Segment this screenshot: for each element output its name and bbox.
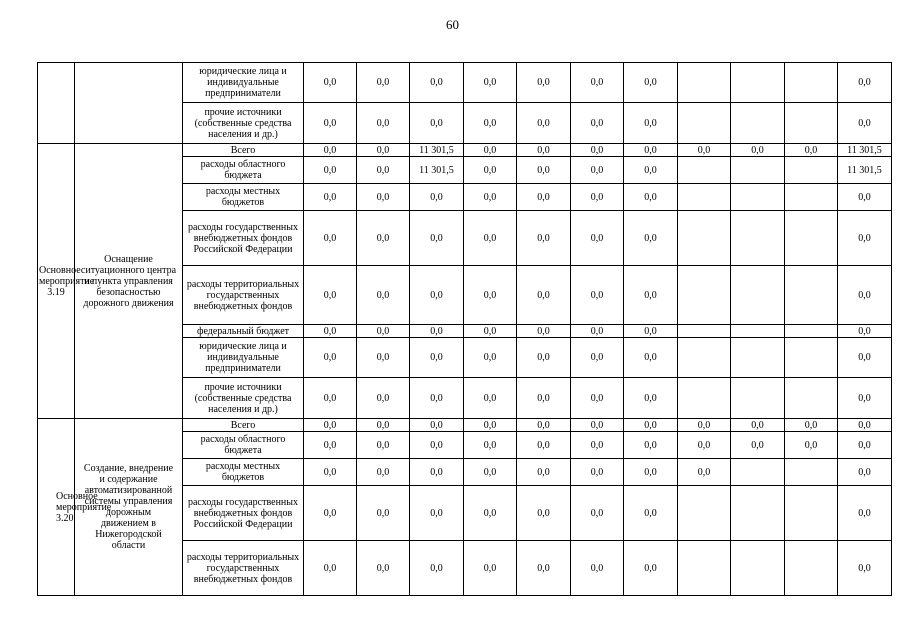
value-cell: 0,0 [304,378,357,419]
value-cell: 0,0 [464,419,517,432]
value-cell: 0,0 [357,325,410,338]
funding-source: прочие источники (собственные средства населения и др.) [183,378,304,419]
value-cell [785,157,838,184]
value-cell [731,486,785,541]
value-cell: 0,0 [571,63,624,103]
value-cell: 0,0 [304,432,357,459]
value-cell: 0,0 [517,157,571,184]
value-cell: 11 301,5 [410,144,464,157]
value-cell: 0,0 [517,63,571,103]
value-cell: 0,0 [838,541,892,596]
value-cell: 0,0 [517,144,571,157]
value-cell: 0,0 [304,266,357,325]
value-cell [731,325,785,338]
value-cell: 0,0 [571,432,624,459]
value-cell: 0,0 [571,486,624,541]
value-cell [678,325,731,338]
value-cell: 0,0 [304,459,357,486]
value-cell: 0,0 [464,459,517,486]
value-cell: 0,0 [357,541,410,596]
value-cell: 0,0 [357,432,410,459]
value-cell: 0,0 [838,103,892,144]
value-cell: 0,0 [357,419,410,432]
value-cell: 0,0 [571,378,624,419]
value-cell: 0,0 [304,338,357,378]
value-cell [731,157,785,184]
value-cell [678,211,731,266]
value-cell: 0,0 [410,211,464,266]
funding-source: расходы государственных внебюджетных фондов Российской Федерации [183,211,304,266]
value-cell [731,541,785,596]
value-cell: 0,0 [464,211,517,266]
value-cell: 0,0 [464,184,517,211]
value-cell: 0,0 [410,325,464,338]
value-cell [785,63,838,103]
value-cell: 0,0 [624,325,678,338]
value-cell: 0,0 [304,325,357,338]
value-cell: 0,0 [304,103,357,144]
value-cell: 0,0 [838,419,892,432]
value-cell: 11 301,5 [838,144,892,157]
value-cell: 0,0 [838,211,892,266]
value-cell: 0,0 [410,419,464,432]
value-cell: 0,0 [410,63,464,103]
value-cell: 0,0 [678,432,731,459]
value-cell: 0,0 [357,378,410,419]
value-cell: 0,0 [517,486,571,541]
value-cell: 0,0 [464,144,517,157]
value-cell: 0,0 [357,486,410,541]
value-cell [785,103,838,144]
value-cell: 0,0 [731,144,785,157]
value-cell: 0,0 [357,63,410,103]
funding-source: Всего [183,419,304,432]
value-cell: 0,0 [304,184,357,211]
value-cell: 0,0 [624,184,678,211]
funding-source: юридические лица и индивидуальные предприниматели [183,338,304,378]
value-cell: 0,0 [624,157,678,184]
value-cell: 0,0 [785,419,838,432]
value-cell: 0,0 [678,144,731,157]
funding-source: расходы территориальных государственных внебюджетных фондов [183,541,304,596]
value-cell [678,541,731,596]
value-cell: 0,0 [410,459,464,486]
value-cell [785,266,838,325]
value-cell [785,541,838,596]
value-cell: 0,0 [464,378,517,419]
funding-source: расходы местных бюджетов [183,184,304,211]
funding-source: расходы государственных внебюджетных фондов Российской Федерации [183,486,304,541]
value-cell: 0,0 [304,541,357,596]
value-cell: 0,0 [357,184,410,211]
value-cell [678,266,731,325]
value-cell [678,63,731,103]
value-cell: 0,0 [838,432,892,459]
value-cell: 0,0 [410,378,464,419]
value-cell: 0,0 [517,432,571,459]
value-cell: 0,0 [304,157,357,184]
value-cell [785,211,838,266]
value-cell: 0,0 [517,419,571,432]
value-cell [678,378,731,419]
value-cell [731,184,785,211]
value-cell [785,459,838,486]
value-cell: 0,0 [410,338,464,378]
value-cell [678,338,731,378]
value-cell: 0,0 [624,541,678,596]
section-name: Оснащение ситуационного центра и пункта управления безопасностью дорожного движения [75,144,183,419]
value-cell: 0,0 [624,144,678,157]
value-cell: 0,0 [624,459,678,486]
value-cell: 0,0 [571,338,624,378]
value-cell: 0,0 [304,63,357,103]
table-row [38,144,892,157]
funding-source: расходы территориальных государственных внебюджетных фондов [183,266,304,325]
value-cell: 0,0 [624,338,678,378]
value-cell [731,338,785,378]
value-cell: 0,0 [517,184,571,211]
value-cell: 0,0 [624,419,678,432]
value-cell [678,157,731,184]
value-cell: 0,0 [571,103,624,144]
section-label: Основное мероприятие 3.19 [38,144,75,419]
value-cell: 0,0 [517,211,571,266]
value-cell: 0,0 [624,378,678,419]
value-cell [785,184,838,211]
value-cell: 0,0 [517,325,571,338]
value-cell: 0,0 [838,338,892,378]
value-cell: 0,0 [410,103,464,144]
value-cell: 0,0 [357,459,410,486]
value-cell: 0,0 [571,157,624,184]
value-cell: 0,0 [571,325,624,338]
value-cell: 0,0 [624,63,678,103]
value-cell: 0,0 [838,459,892,486]
value-cell: 0,0 [838,378,892,419]
value-cell: 0,0 [304,419,357,432]
value-cell [731,378,785,419]
value-cell: 0,0 [464,432,517,459]
value-cell: 0,0 [624,432,678,459]
value-cell: 0,0 [357,144,410,157]
value-cell: 0,0 [464,63,517,103]
value-cell [731,211,785,266]
value-cell: 0,0 [410,486,464,541]
value-cell: 0,0 [731,419,785,432]
value-cell: 0,0 [410,184,464,211]
value-cell: 0,0 [624,266,678,325]
value-cell: 0,0 [785,144,838,157]
funding-source: расходы местных бюджетов [183,459,304,486]
page-number: 60 [446,17,459,32]
value-cell: 0,0 [571,144,624,157]
funding-source: расходы областного бюджета [183,432,304,459]
funding-source: расходы областного бюджета [183,157,304,184]
funding-source: федеральный бюджет [183,325,304,338]
section-label: Основное мероприятие 3.20 [38,419,75,596]
value-cell: 0,0 [517,103,571,144]
value-cell: 0,0 [838,266,892,325]
value-cell: 0,0 [731,432,785,459]
value-cell: 0,0 [624,486,678,541]
value-cell: 0,0 [678,419,731,432]
value-cell: 0,0 [357,338,410,378]
value-cell: 0,0 [785,432,838,459]
value-cell: 0,0 [517,266,571,325]
value-cell: 0,0 [357,266,410,325]
value-cell [785,378,838,419]
value-cell: 0,0 [304,486,357,541]
value-cell: 0,0 [571,266,624,325]
value-cell: 0,0 [517,338,571,378]
budget-table [37,62,892,596]
value-cell: 0,0 [624,211,678,266]
value-cell [731,266,785,325]
value-cell: 0,0 [304,144,357,157]
value-cell: 11 301,5 [838,157,892,184]
value-cell: 0,0 [517,541,571,596]
funding-source: прочие источники (собственные средства населения и др.) [183,103,304,144]
value-cell: 0,0 [464,541,517,596]
value-cell: 0,0 [410,266,464,325]
value-cell: 0,0 [678,459,731,486]
value-cell: 0,0 [464,325,517,338]
value-cell: 0,0 [571,184,624,211]
value-cell: 0,0 [517,459,571,486]
value-cell [731,459,785,486]
value-cell: 0,0 [571,459,624,486]
value-cell: 0,0 [517,378,571,419]
value-cell: 0,0 [571,211,624,266]
section-name [75,63,183,144]
value-cell: 0,0 [357,157,410,184]
value-cell [731,63,785,103]
value-cell [678,184,731,211]
value-cell: 0,0 [304,211,357,266]
value-cell [678,103,731,144]
value-cell: 0,0 [464,103,517,144]
value-cell: 0,0 [838,325,892,338]
value-cell: 0,0 [464,266,517,325]
section-label [38,63,75,144]
value-cell: 0,0 [838,486,892,541]
value-cell: 0,0 [357,103,410,144]
funding-source: юридические лица и индивидуальные предприниматели [183,63,304,103]
value-cell: 0,0 [571,541,624,596]
value-cell [785,325,838,338]
value-cell: 0,0 [624,103,678,144]
value-cell [785,486,838,541]
value-cell: 0,0 [464,486,517,541]
value-cell: 11 301,5 [410,157,464,184]
value-cell: 0,0 [357,211,410,266]
value-cell [785,338,838,378]
value-cell: 0,0 [464,338,517,378]
value-cell [678,486,731,541]
funding-source: Всего [183,144,304,157]
value-cell: 0,0 [571,419,624,432]
value-cell: 0,0 [410,432,464,459]
value-cell [731,103,785,144]
section-name: Создание, внедрение и содержание автоматизированной системы управления дорожным движением в Нижегородской области [75,419,183,596]
value-cell: 0,0 [410,541,464,596]
value-cell: 0,0 [838,184,892,211]
value-cell: 0,0 [838,63,892,103]
value-cell: 0,0 [464,157,517,184]
table-row [38,419,892,432]
table-row [38,63,892,103]
